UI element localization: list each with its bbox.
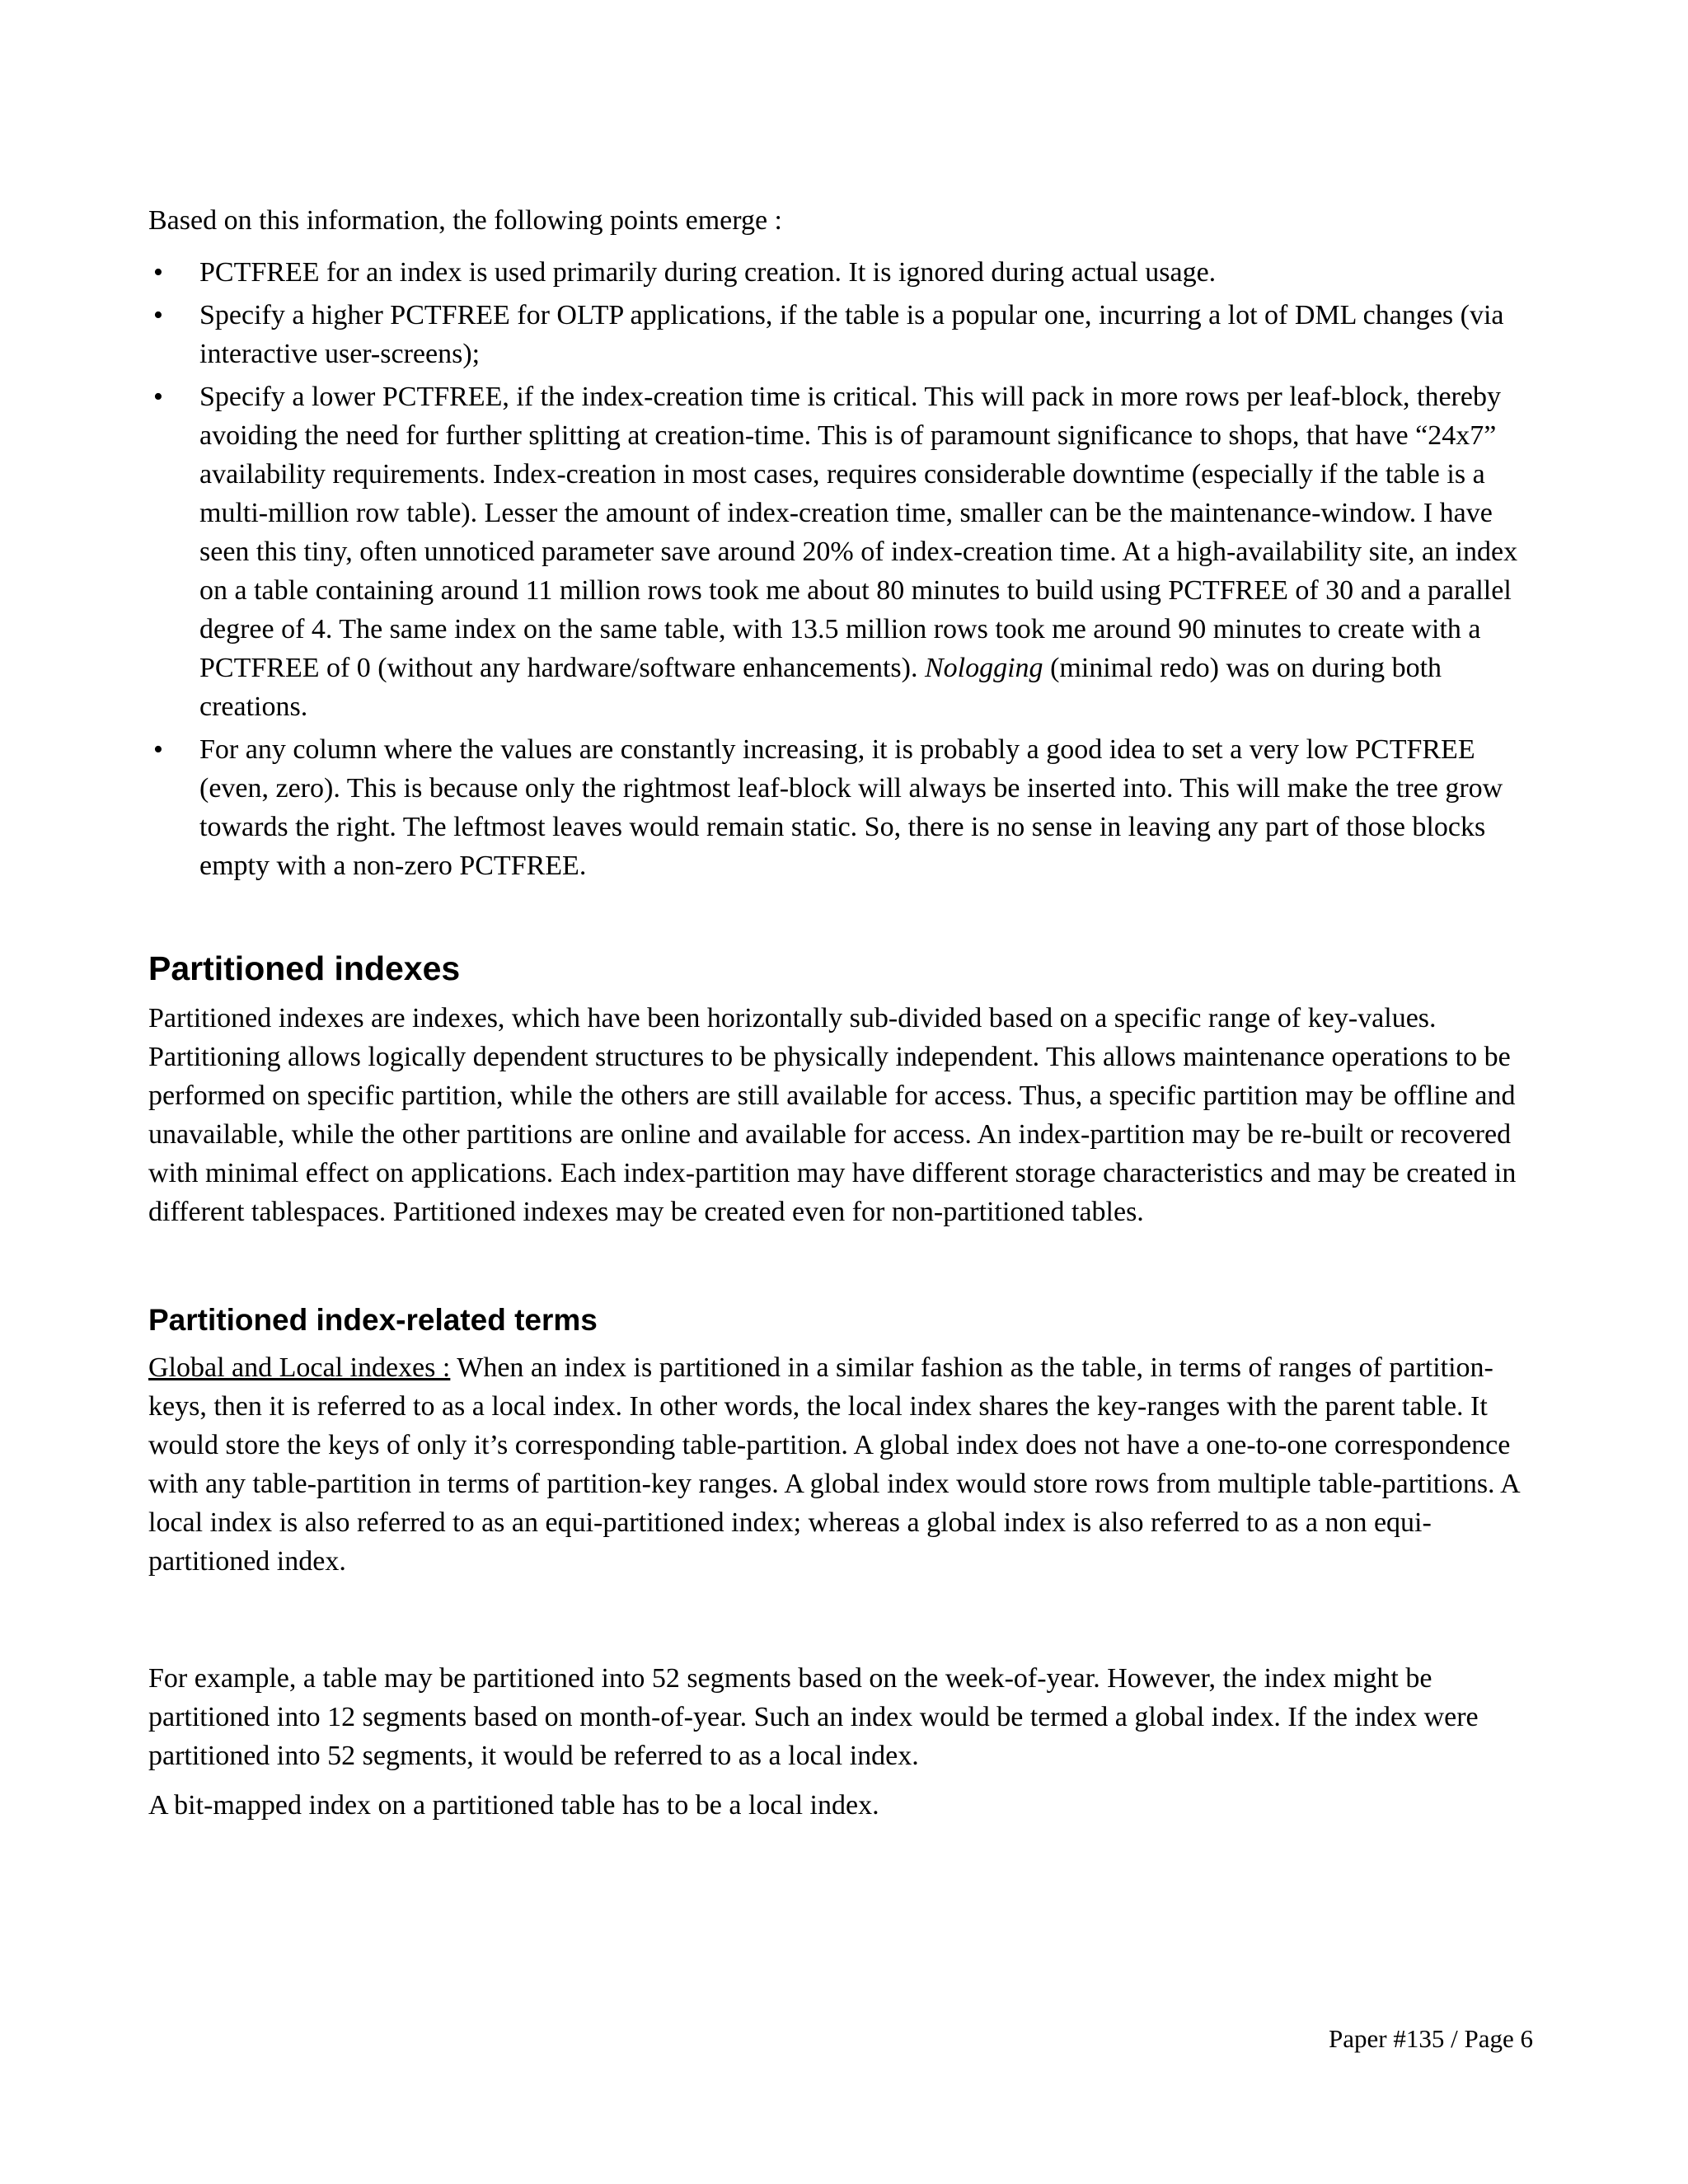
intro-text: Based on this information, the following points emerge :: [148, 205, 782, 236]
page-footer: Paper #135 / Page 6: [1329, 2024, 1533, 2053]
partitioned-indexes-paragraph: Partitioned indexes are indexes, which have been horizontally sub-divided based on a specific range of key-values. Partitioning allows logically dependent structures to be physically independent. This allows maintenance operations to be performed on specific partition, while the others are still available for access. Thus, a specific partition may be offline and unavailable, while the other partitions are online and available for access. An index-partition may be re-built or recovered with minimal effect on applications. Each index-partition may have different storage characteristics and may be created in different tablespaces. Partitioned indexes may be created even for non-partitioned tables.: [148, 1003, 1517, 1227]
section-heading-partitioned-indexes: Partitioned indexes: [148, 949, 461, 987]
bullet-marker: •: [153, 257, 163, 288]
italic-term: Nologging: [924, 653, 1043, 683]
bullet-item: [148, 296, 1533, 373]
bullet-text-tail: (minimal redo) was on during both creations.: [199, 653, 1442, 722]
bullet-marker: •: [153, 734, 163, 765]
bullet-marker: •: [153, 300, 163, 330]
bitmap-note: A bit-mapped index on a partitioned table has to be a local index.: [148, 1790, 879, 1821]
bullet-item: [148, 730, 1533, 885]
global-local-paragraph: [148, 1348, 1533, 1581]
bullet-text: PCTFREE for an index is used primarily during creation. It is ignored during actual usage.: [199, 257, 1217, 288]
bullet-marker: •: [153, 382, 163, 412]
bullet-text: For any column where the values are constantly increasing, it is probably a good idea to set a very low PCTFREE (even, zero). This is because only the rightmost leaf-block will always be inserted into. This will make the tree grow towards the right. The leftmost leaves would remain static. So, there is no sense in leaving any part of those blocks empty with a non-zero PCTFREE.: [199, 734, 1503, 881]
term-label: Global and Local indexes :: [148, 1352, 451, 1383]
bullet-item: [148, 253, 1533, 292]
example-paragraph: For example, a table may be partitioned into 52 segments based on the week-of-year. However, the index might be partitioned into 12 segments based on month-of-year. Such an index would be termed a global index. If the index were partitioned into 52 segments, it would be referred to as a local index.: [148, 1663, 1479, 1771]
bullet-text: Specify a higher PCTFREE for OLTP applications, if the table is a popular one, incurring a lot of DML changes (via interactive user-screens);: [199, 300, 1504, 369]
bullet-text: Specify a lower PCTFREE, if the index-creation time is critical. This will pack in more rows per leaf-block, thereby avoiding the need for further splitting at creation-time. This is of paramount significance to shops, that have “24x7” availability requirements. Index-creation in most cases, requires considerable downtime (especially if the table is a multi-million row table). Lesser the amount of index-creation time, smaller can be the maintenance-window. I have seen this tiny, often unnoticed parameter save around 20% of index-creation time. At a high-availability site, an index on a table containing around 11 million rows took me about 80 minutes to build using PCTFREE of 30 and a parallel degree of 4. The same index on the same table, with 13.5 million rows took me around 90 minutes to create with a PCTFREE of 0 (without any hardware/software enhancements).: [199, 382, 1518, 683]
page-body: [148, 201, 1533, 1825]
bullet-list: [148, 253, 1533, 885]
term-text: When an index is partitioned in a similar fashion as the table, in terms of ranges of partition-keys, then it is referred to as a local index. In other words, the local index shares the key-ranges with the parent table. It would store the keys of only it’s corresponding table-partition. A global index does not have a one-to-one correspondence with any table-partition in terms of partition-key ranges. A global index would store rows from multiple table-partitions. A local index is also referred to as an equi-partitioned index; whereas a global index is also referred to as a non equi-partitioned index.: [148, 1352, 1519, 1577]
section-heading-index-terms: Partitioned index-related terms: [148, 1303, 598, 1337]
bullet-item: [148, 377, 1533, 726]
